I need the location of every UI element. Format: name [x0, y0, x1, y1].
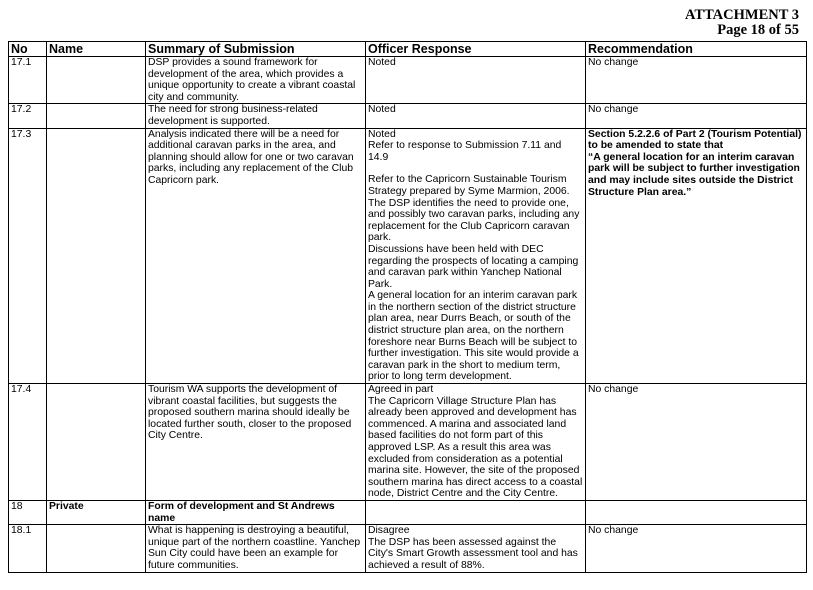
cell-name [47, 57, 146, 104]
table-row [9, 128, 807, 383]
cell-officer-response: Noted [366, 57, 586, 104]
officer-para: A general location for an interim caravan park in the northern section of the district structure plan area, near Durrs Beach, or south of the district structure plan area, on the northern foreshore near Burns Beach will be subject to further investigation. This site would provide a caravan park in the short to medium term, prior to long term development. [368, 290, 579, 383]
officer-para: Discussions have been held with DEC regarding the prospects of locating a camping and caravan park within Yanchep National Park. [368, 243, 579, 290]
col-header-recommendation: Recommendation [586, 42, 807, 57]
table-row [9, 384, 807, 501]
cell-no: 17.1 [9, 57, 47, 104]
table-row [9, 104, 807, 128]
cell-no: 18 [9, 500, 47, 524]
cell-recommendation: No change [586, 525, 807, 572]
cell-summary: Tourism WA supports the development of vibrant coastal facilities, but suggests the proposed southern marina should ideally be located further south, closer to the proposed City Centre. [146, 384, 366, 501]
cell-officer-response [366, 384, 586, 501]
cell-summary: Analysis indicated there will be a need for additional caravan parks in the area, and planning should allow for one or two caravan parks, including any replacement of the Club Capricorn park. [146, 128, 366, 383]
cell-name [47, 384, 146, 501]
cell-no: 18.1 [9, 525, 47, 572]
cell-summary: Form of development and St Andrews name [146, 500, 366, 524]
paragraph-gap [368, 163, 583, 174]
submissions-table [8, 41, 807, 573]
cell-summary: DSP provides a sound framework for development of the area, which provides a unique opportunity to create a vibrant coastal city and community. [146, 57, 366, 104]
cell-recommendation [586, 128, 807, 383]
table-row [9, 525, 807, 572]
cell-officer-response [366, 500, 586, 524]
cell-summary: The need for strong business-related development is supported. [146, 104, 366, 128]
officer-para: Refer to response to Submission 7.11 and 14.9 [368, 140, 562, 163]
cell-no: 17.4 [9, 384, 47, 501]
page-number: Page 18 of 55 [717, 22, 799, 38]
attachment-label: ATTACHMENT 3 [685, 7, 799, 23]
cell-officer-response [366, 525, 586, 572]
cell-officer-response: Noted [366, 104, 586, 128]
officer-para: Refer to the Capricorn Sustainable Tourism Strategy prepared by Syme Marmion, 2006. The DSP identifies the need to provide one, and possibly two caravan parks, including any replacement for the Club Capricorn caravan park. [368, 174, 580, 244]
cell-no: 17.2 [9, 104, 47, 128]
officer-para: Agreed in part [368, 384, 434, 396]
cell-recommendation [586, 500, 807, 524]
cell-name [47, 128, 146, 383]
cell-no: 17.3 [9, 128, 47, 383]
officer-para: The Capricorn Village Structure Plan has already been approved and development has commenced. A marina and associated land based facilities do not form part of this approved LSP. As a result this area was excluded from consideration as a potential marina site. However, the site of the proposed southern marina has direct access to a coastal node, District Centre and the City Centre. [368, 395, 583, 500]
cell-recommendation: No change [586, 57, 807, 104]
col-header-officer-response: Officer Response [366, 42, 586, 57]
table-header-row [9, 42, 807, 57]
table-row [9, 57, 807, 104]
cell-name [47, 525, 146, 572]
recommendation-para: Section 5.2.2.6 of Part 2 (Tourism Potential) to be amended to state that [588, 128, 802, 152]
col-header-name: Name [47, 42, 146, 57]
cell-name [47, 104, 146, 128]
col-header-no: No [9, 42, 47, 57]
officer-para: The DSP has been assessed against the City's Smart Growth assessment tool and has achieved a result of 88%. [368, 536, 578, 571]
col-header-summary: Summary of Submission [146, 42, 366, 57]
cell-officer-response [366, 128, 586, 383]
table-row [9, 500, 807, 524]
cell-summary: What is happening is destroying a beautiful, unique part of the northern coastline. Yanchep Sun City could have been an example for future communities. [146, 525, 366, 572]
cell-recommendation: No change [586, 104, 807, 128]
officer-para: Disagree [368, 525, 410, 537]
page-header [685, 8, 799, 38]
recommendation-para: “A general location for an interim caravan park will be subject to further investigation and may include sites outside the District Structure Plan area.” [588, 151, 800, 198]
officer-para: Noted [368, 128, 396, 140]
cell-name: Private [47, 500, 146, 524]
cell-recommendation: No change [586, 384, 807, 501]
